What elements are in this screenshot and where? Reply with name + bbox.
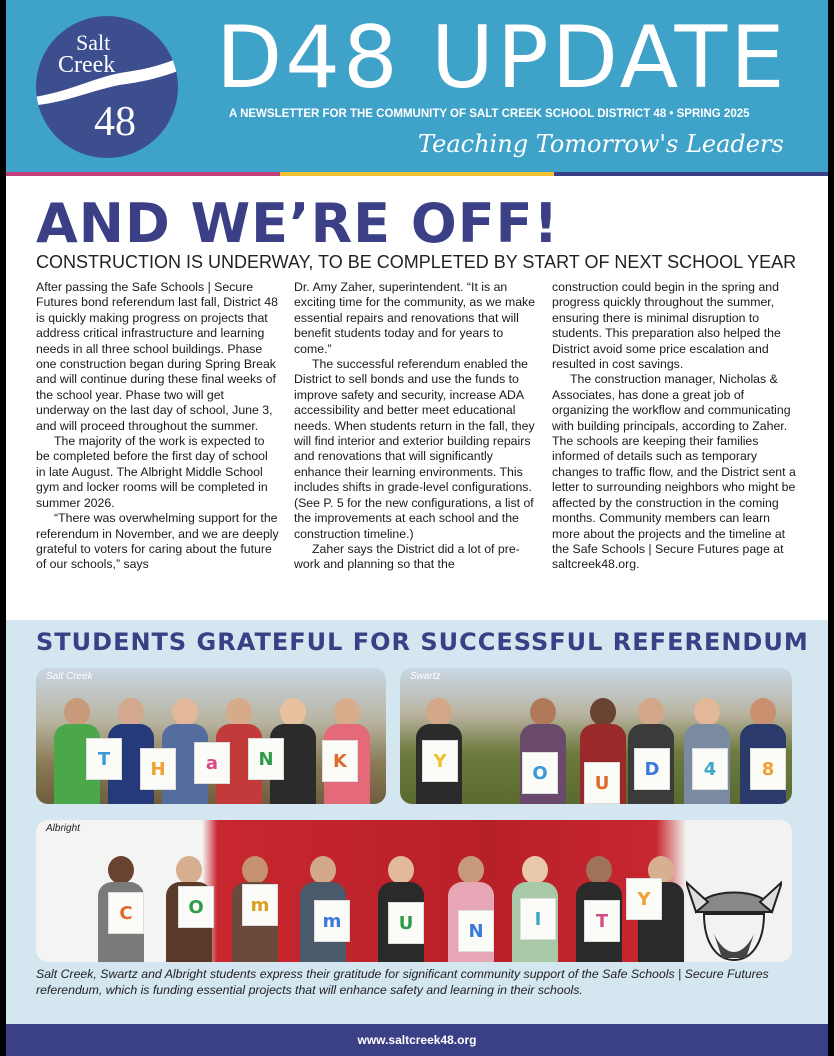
photo-albright [36, 820, 792, 962]
paragraph: The successful referendum enabled the District to sell bonds and use the funds to improve safety and security, increase ADA accessibility and better meet educational needs. When students return in the fall, they will find interior and exterior building repairs and renovations that will significantly enhance their learning environments. This includes shifts in grade-level configurations. (See P. 5 for the new configurations, a list of the improvements at each school and the construction timeline.) [294, 357, 535, 541]
paragraph: Zaher says the District did a lot of pre-work and planning so that the [294, 541, 520, 572]
letter-sign: Y [626, 878, 662, 920]
paragraph: “There was overwhelming support for the referendum in November, and we are deeply grateful to voters for caring about the future of our schools,” says [36, 511, 279, 572]
photo-label: Swartz [410, 671, 441, 682]
newsletter-page [6, 0, 828, 1056]
article-headline: AND WE’RE OFF! [36, 192, 560, 255]
article-column-2 [294, 280, 538, 573]
article-column-3 [552, 280, 796, 573]
logo-number: 48 [94, 99, 136, 145]
letter-sign: m [314, 900, 350, 942]
students-section [6, 620, 828, 1024]
letter-sign: T [86, 738, 122, 780]
letter-sign: O [178, 886, 214, 928]
letter-sign: O [522, 752, 558, 794]
footer-url[interactable]: www.saltcreek48.org [357, 1033, 477, 1047]
logo-salt: Salt [76, 30, 111, 55]
paragraph: The construction manager, Nicholas & Associates, has done a great job of organizing the workflow and communicating with building principals, according to Zaher. The schools are keeping their families informed of details such as temporary changes to traffic flow, and the District sent a letter to surrounding neighbors who might be affected by the construction in the coming months. Community members can learn more about the projects and the timeline at the Safe Schools | Secure Futures page at saltcreek48.org. [552, 372, 796, 572]
letter-sign: a [194, 742, 230, 784]
letter-sign: I [520, 898, 556, 940]
newsletter-subtitle: A NEWSLETTER FOR THE COMMUNITY OF SALT CREEK SCHOOL DISTRICT 48 • SPRING 2025 [229, 108, 750, 120]
letter-sign: m [242, 884, 278, 926]
photo-label: Salt Creek [46, 671, 93, 682]
article-column-1 [36, 280, 280, 573]
logo-creek: Creek [58, 52, 116, 78]
letter-sign: N [458, 910, 494, 952]
photo-label: Albright [46, 823, 80, 834]
letter-sign: T [584, 900, 620, 942]
letter-sign: U [388, 902, 424, 944]
letter-sign: Y [422, 740, 458, 782]
paragraph: After passing the Safe Schools | Secure Futures bond referendum last fall, District 48 is quickly making progress on projects that address critical infrastructure and learning needs in all three school buildings. Phase one construction began during Spring Break and will continue during these final weeks of the school year. Phase two will get underway on the last day of school, June 3, and will proceed throughout the summer. [36, 280, 278, 433]
letter-sign: 8 [750, 748, 786, 790]
article-subhead: CONSTRUCTION IS UNDERWAY, TO BE COMPLETED BY START OF NEXT SCHOOL YEAR [36, 252, 797, 272]
section-title: STUDENTS GRATEFUL FOR SUCCESSFUL REFERENDUM [36, 628, 809, 656]
letter-sign: D [634, 748, 670, 790]
photo-swartz [400, 668, 792, 804]
letter-sign: K [322, 740, 358, 782]
color-stripes [6, 172, 828, 176]
letter-sign: C [108, 892, 144, 934]
district-logo [36, 16, 178, 158]
photo-salt-creek [36, 668, 386, 804]
paragraph: Dr. Amy Zaher, superintendent. “It is an exciting time for the community, as we make essential repairs and renovations that will benefit students today and for years to come.” [294, 280, 536, 356]
letter-sign: N [248, 738, 284, 780]
masthead-banner [6, 0, 828, 172]
viking-mascot-graphic [686, 872, 782, 962]
district-tagline: Teaching Tomorrow's Leaders [418, 130, 784, 158]
photo-caption: Salt Creek, Swartz and Albright students express their gratitude for significant community support of the Safe Schools | Secure Futures referendum, which is funding essential projects that will enhance safety and learning in their schools. [36, 967, 769, 997]
letter-sign: H [140, 748, 176, 790]
footer-bar [6, 1024, 828, 1056]
newsletter-title: D48 UPDATE [216, 8, 788, 108]
paragraph: The majority of the work is expected to be completed before the first day of school in late August. The Albright Middle School gym and locker rooms will be completed in summer 2026. [36, 434, 268, 510]
letter-sign: U [584, 762, 620, 804]
paragraph: construction could begin in the spring and progress quickly throughout the summer, ensuring there is minimal disruption to students. This preparation also helped the District avoid some price escalation and resulted in cost savings. [552, 280, 781, 372]
letter-sign: 4 [692, 748, 728, 790]
